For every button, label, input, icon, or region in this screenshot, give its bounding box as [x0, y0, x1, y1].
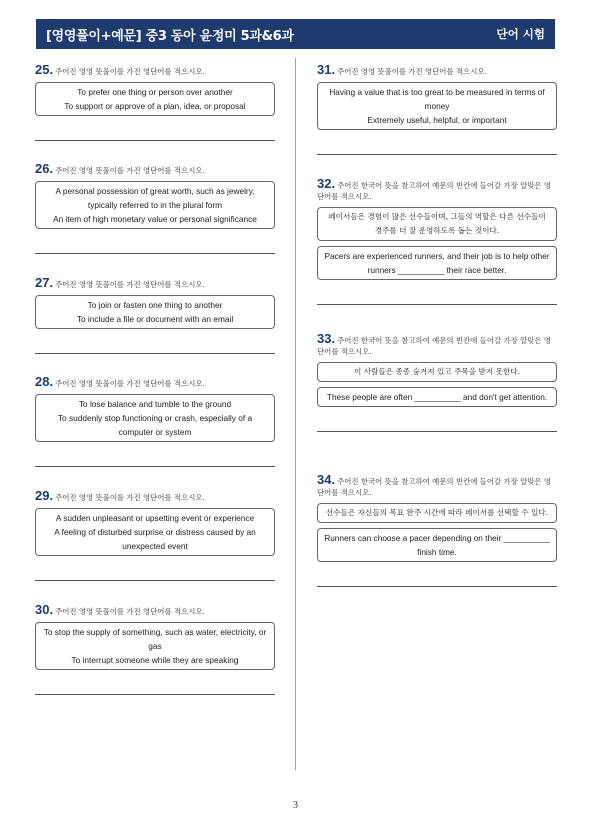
- question-number: 31.: [317, 62, 336, 77]
- question-25: [35, 64, 275, 141]
- definition-line: A sudden unpleasant or upsetting event or experience: [55, 513, 255, 523]
- answer-line[interactable]: [317, 431, 557, 432]
- korean-translation-box: [317, 362, 557, 382]
- answer-line[interactable]: [35, 580, 275, 581]
- korean-sentence: 페이서들은 경험이 많은 선수들이며, 그들의 역할은 다른 선수들이 경주를 더 잘 운영하도록 돕는 것이다.: [328, 212, 546, 235]
- definition-line: To prefer one thing or person over another: [77, 87, 233, 97]
- answer-line[interactable]: [317, 154, 557, 155]
- question-prompt: [317, 64, 557, 77]
- definition-box: [35, 82, 275, 116]
- answer-line[interactable]: [35, 353, 275, 354]
- question-instruction: 주어진 영영 뜻풀이를 가진 영단어를 적으시오.: [55, 280, 205, 289]
- korean-translation-box: [317, 207, 557, 241]
- definition-line: To stop the supply of something, such as water, electricity, or gas: [43, 627, 267, 651]
- question-number: 28.: [35, 374, 54, 389]
- definition-box: [35, 295, 275, 329]
- answer-line[interactable]: [35, 253, 275, 254]
- question-31: [317, 64, 557, 155]
- worksheet-title: [영영풀이+예문] 중3 동아 윤정미 5과&6과: [46, 28, 294, 44]
- example-sentence-box: [317, 246, 557, 280]
- page-number: 3: [293, 800, 298, 811]
- question-number: 26.: [35, 161, 54, 176]
- question-instruction: 주어진 영영 뜻풀이를 가진 영단어를 적으시오.: [55, 607, 205, 616]
- korean-sentence: 선수들은 자신들의 목표 완주 시간에 따라 페이서를 선택할 수 있다.: [325, 508, 549, 517]
- question-33: [317, 333, 557, 432]
- test-type-label: 단어 시험: [496, 27, 545, 41]
- question-instruction: 주어진 영영 뜻풀이를 가진 영단어를 적으시오.: [55, 166, 205, 175]
- answer-line[interactable]: [35, 466, 275, 467]
- question-number: 27.: [35, 275, 54, 290]
- definition-line: Having a value that is too great to be measured in terms of money: [329, 87, 545, 111]
- example-sentence: Pacers are experienced runners, and their job is to help other runners __________ their race better.: [324, 251, 550, 275]
- example-sentence-box: [317, 528, 557, 562]
- question-prompt: [317, 474, 557, 498]
- definition-line: To lose balance and tumble to the ground: [78, 399, 232, 409]
- question-instruction: 주어진 영영 뜻풀이를 가진 영단어를 적으시오.: [55, 67, 205, 76]
- question-instruction: 주어진 한국어 뜻을 참고하여 예문의 빈칸에 들어갈 가장 알맞은 영단어를 적으시오.: [317, 477, 551, 497]
- example-sentence: Runners can choose a pacer depending on their __________ finish time.: [324, 533, 550, 557]
- definition-box: [317, 82, 557, 130]
- definition-line: To interrupt someone while they are speaking: [71, 655, 239, 665]
- question-29: [35, 490, 275, 581]
- definition-box: [35, 622, 275, 670]
- question-prompt: [35, 604, 275, 617]
- answer-line[interactable]: [317, 586, 557, 587]
- question-26: [35, 163, 275, 254]
- answer-line[interactable]: [35, 140, 275, 141]
- question-number: 29.: [35, 488, 54, 503]
- question-number: 34.: [317, 472, 336, 487]
- question-instruction: 주어진 한국어 뜻을 참고하여 예문의 빈칸에 들어갈 가장 알맞은 영단어를 적으시오.: [317, 336, 551, 356]
- question-instruction: 주어진 영영 뜻풀이를 가진 영단어를 적으시오.: [55, 379, 205, 388]
- definition-line: To include a file or document with an email: [76, 314, 234, 324]
- question-number: 33.: [317, 331, 336, 346]
- page-header: [36, 19, 555, 49]
- definition-line: To support or approve of a plan, idea, or proposal: [64, 101, 246, 111]
- example-sentence: These people are often __________ and don't get attention.: [326, 392, 548, 402]
- definition-box: [35, 508, 275, 556]
- question-28: [35, 376, 275, 467]
- answer-line[interactable]: [35, 694, 275, 695]
- definition-line: To suddenly stop functioning or crash, especially of a computer or system: [57, 413, 253, 437]
- column-divider: [295, 58, 296, 770]
- question-prompt: [317, 178, 557, 202]
- example-sentence-box: [317, 387, 557, 407]
- definition-line: Extremely useful, helpful, or important: [367, 115, 507, 125]
- question-instruction: 주어진 영영 뜻풀이를 가진 영단어를 적으시오.: [55, 493, 205, 502]
- definition-line: A feeling of disturbed surprise or distress caused by an unexpected event: [54, 527, 256, 551]
- question-prompt: [35, 490, 275, 503]
- question-34: [317, 474, 557, 587]
- question-number: 25.: [35, 62, 54, 77]
- question-32: [317, 178, 557, 305]
- question-prompt: [35, 376, 275, 389]
- question-number: 30.: [35, 602, 54, 617]
- question-instruction: 주어진 영영 뜻풀이를 가진 영단어를 적으시오.: [337, 67, 487, 76]
- definition-line: A personal possession of great worth, such as jewelry, typically referred to in the plural form: [55, 186, 255, 210]
- definition-line: An item of high monetary value or personal significance: [53, 214, 257, 224]
- question-prompt: [317, 333, 557, 357]
- question-number: 32.: [317, 176, 336, 191]
- question-27: [35, 277, 275, 354]
- answer-line[interactable]: [317, 304, 557, 305]
- definition-box: [35, 181, 275, 229]
- definition-line: To join or fasten one thing to another: [87, 300, 223, 310]
- korean-translation-box: [317, 503, 557, 523]
- question-30: [35, 604, 275, 695]
- definition-box: [35, 394, 275, 442]
- question-prompt: [35, 277, 275, 290]
- question-prompt: [35, 64, 275, 77]
- question-instruction: 주어진 한국어 뜻을 참고하여 예문의 빈칸에 들어갈 가장 알맞은 영단어를 적으시오.: [317, 181, 551, 201]
- korean-sentence: 이 사람들은 종종 숨겨져 있고 주목을 받지 못한다.: [353, 367, 521, 376]
- question-prompt: [35, 163, 275, 176]
